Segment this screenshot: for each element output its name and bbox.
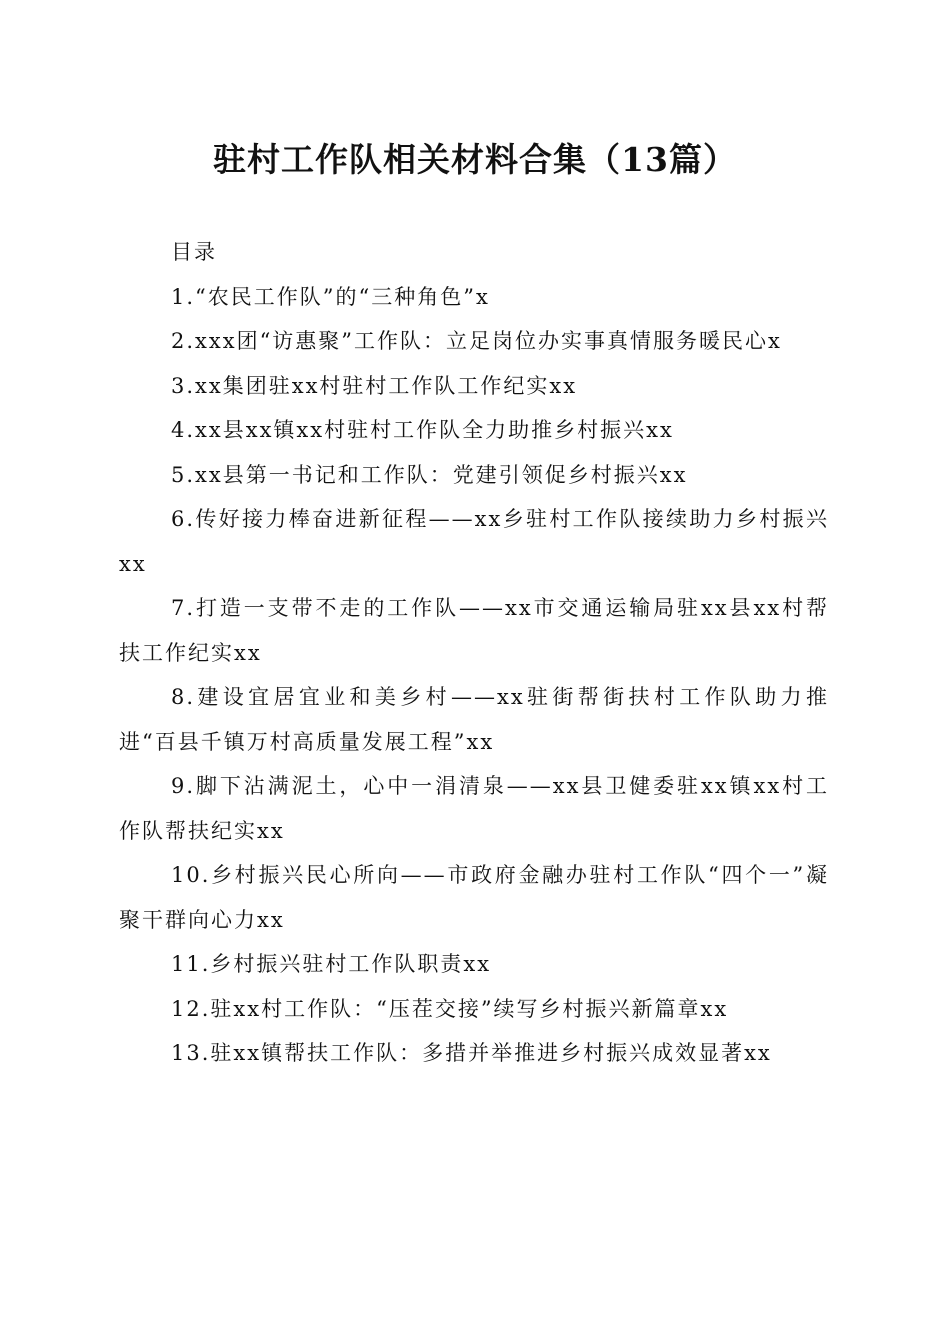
- toc-item-10: 10.乡村振兴民心所向——市政府金融办驻村工作队“四个一”凝聚干群向心力xx: [119, 863, 829, 932]
- toc-item-7: 7.打造一支带不走的工作队——xx市交通运输局驻xx县xx村帮扶工作纪实xx: [119, 596, 829, 665]
- toc-item-5: 5.xx县第一书记和工作队：党建引领促乡村振兴xx: [171, 462, 688, 487]
- toc-item-2: 2.xxx团“访惠聚”工作队：立足岗位办实事真情服务暖民心x: [171, 329, 782, 353]
- toc-item-11: 11.乡村振兴驻村工作队职责xx: [171, 952, 492, 976]
- toc-item-6: 6.传好接力棒奋进新征程——xx乡驻村工作队接续助力乡村振兴xx: [119, 507, 829, 576]
- toc-item-13: 13.驻xx镇帮扶工作队：多措并举推进乡村振兴成效显著xx: [171, 1041, 772, 1065]
- toc-item-3: 3.xx集团驻xx村驻村工作队工作纪实xx: [171, 373, 578, 398]
- toc-item-4: 4.xx县xx镇xx村驻村工作队全力助推乡村振兴xx: [171, 418, 674, 442]
- toc-item-8: 8.建设宜居宜业和美乡村——xx驻街帮街扶村工作队助力推进“百县千镇万村高质量发展工程”xx: [119, 685, 829, 754]
- toc-heading: 目录: [171, 240, 217, 264]
- toc-item-9: 9.脚下沾满泥土，心中一涓清泉——xx县卫健委驻xx镇xx村工作队帮扶纪实xx: [119, 774, 829, 843]
- toc-item-1: 1.“农民工作队”的“三种角色”x: [171, 284, 490, 309]
- table-of-contents: [119, 230, 829, 1076]
- document-title: 驻村工作队相关材料合集（13篇）: [213, 140, 737, 179]
- toc-item-12: 12.驻xx村工作队：“压茬交接”续写乡村振兴新篇章xx: [171, 996, 729, 1021]
